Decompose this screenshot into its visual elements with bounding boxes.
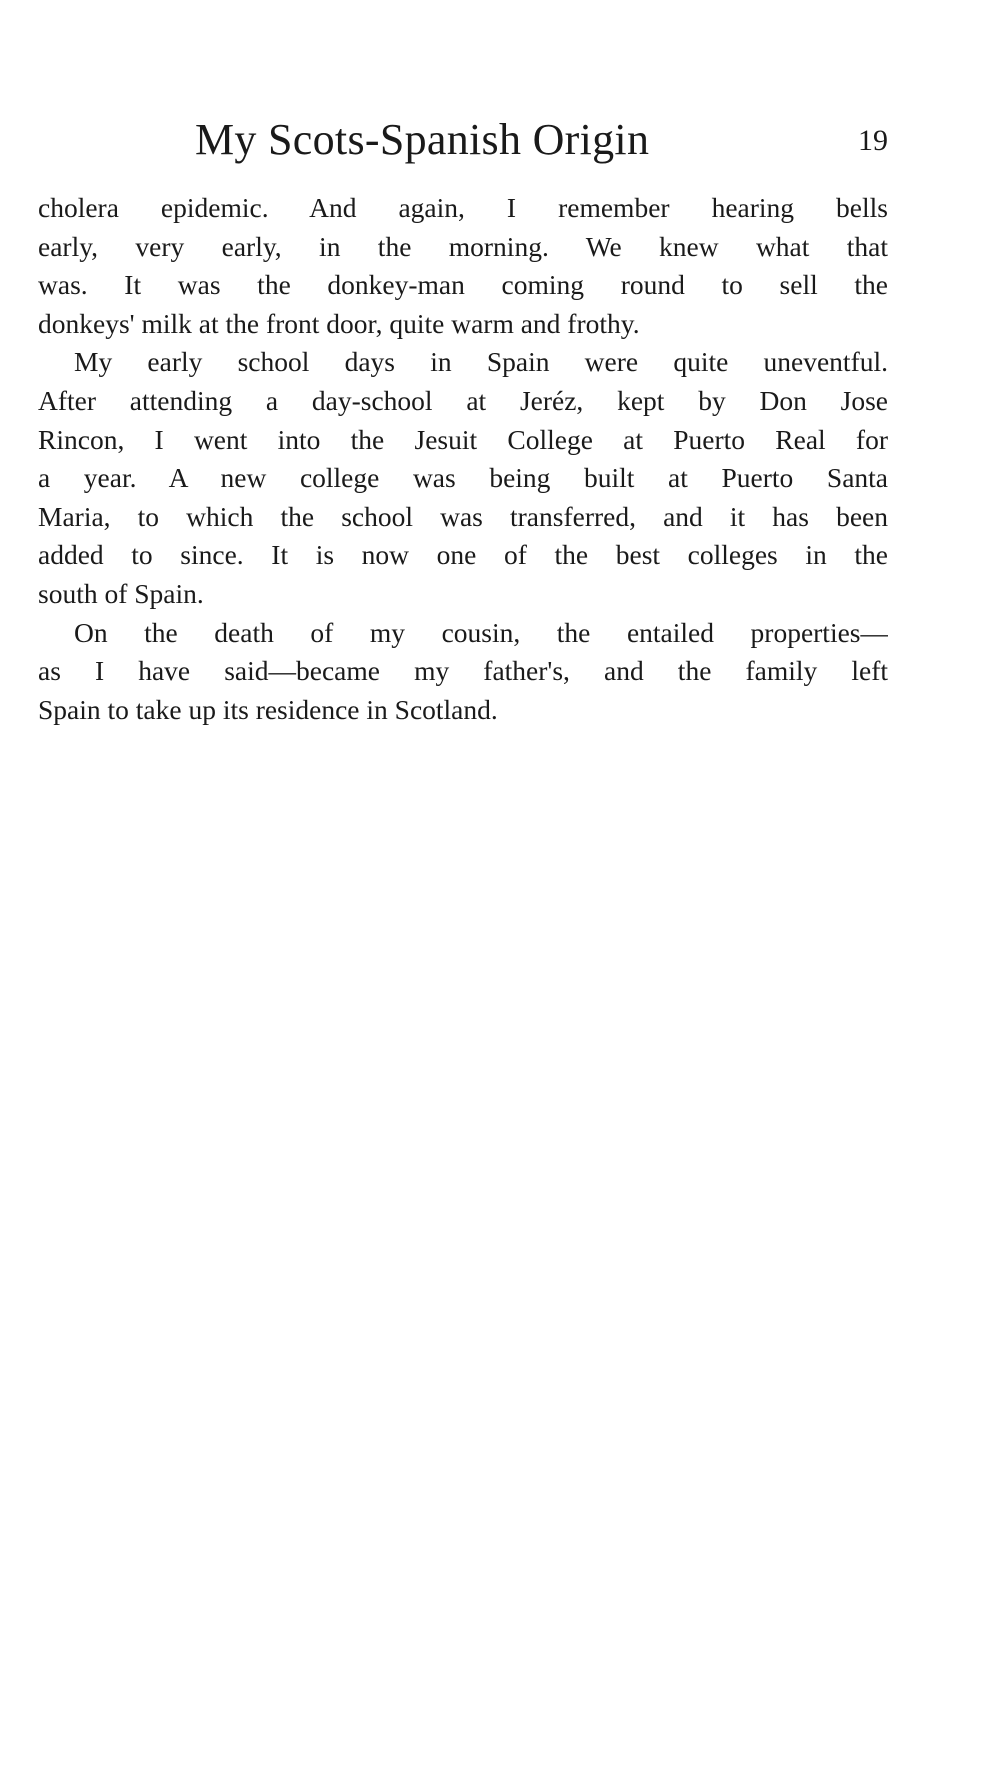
body-text xyxy=(38,189,888,729)
text-line: Rincon, I went into the Jesuit College at Puerto Real for xyxy=(38,423,888,455)
running-header xyxy=(38,112,888,168)
running-title: My Scots-Spanish Origin xyxy=(195,115,650,164)
text-line: Maria, to which the school was transferred, and it has been xyxy=(38,500,888,532)
paragraph-school-days xyxy=(38,343,888,613)
text-line: On the death of my cousin, the entailed properties— xyxy=(74,616,888,648)
paragraph-move-to-scotland xyxy=(38,614,888,730)
text-line: south of Spain. xyxy=(38,577,204,609)
text-line: My early school days in Spain were quite uneventful. xyxy=(74,346,888,378)
text-line: After attending a day-school at Jeréz, kept by Don Jose xyxy=(38,384,888,416)
text-line: added to since. It is now one of the best colleges in the xyxy=(38,539,888,571)
text-line: cholera epidemic. And again, I remember hearing bells xyxy=(38,192,888,223)
text-line: early, very early, in the morning. We knew what that xyxy=(38,230,888,262)
text-line: was. It was the donkey-man coming round to sell the xyxy=(38,269,888,301)
text-line: donkeys' milk at the front door, quite warm and frothy. xyxy=(38,307,640,339)
text-line: a year. A new college was being built at Puerto Santa xyxy=(38,462,888,494)
text-line: Spain to take up its residence in Scotland. xyxy=(38,693,498,725)
text-line: as I have said—became my father's, and the family left xyxy=(38,655,888,687)
page-number: 19 xyxy=(858,124,888,157)
paragraph-continued xyxy=(38,189,888,343)
